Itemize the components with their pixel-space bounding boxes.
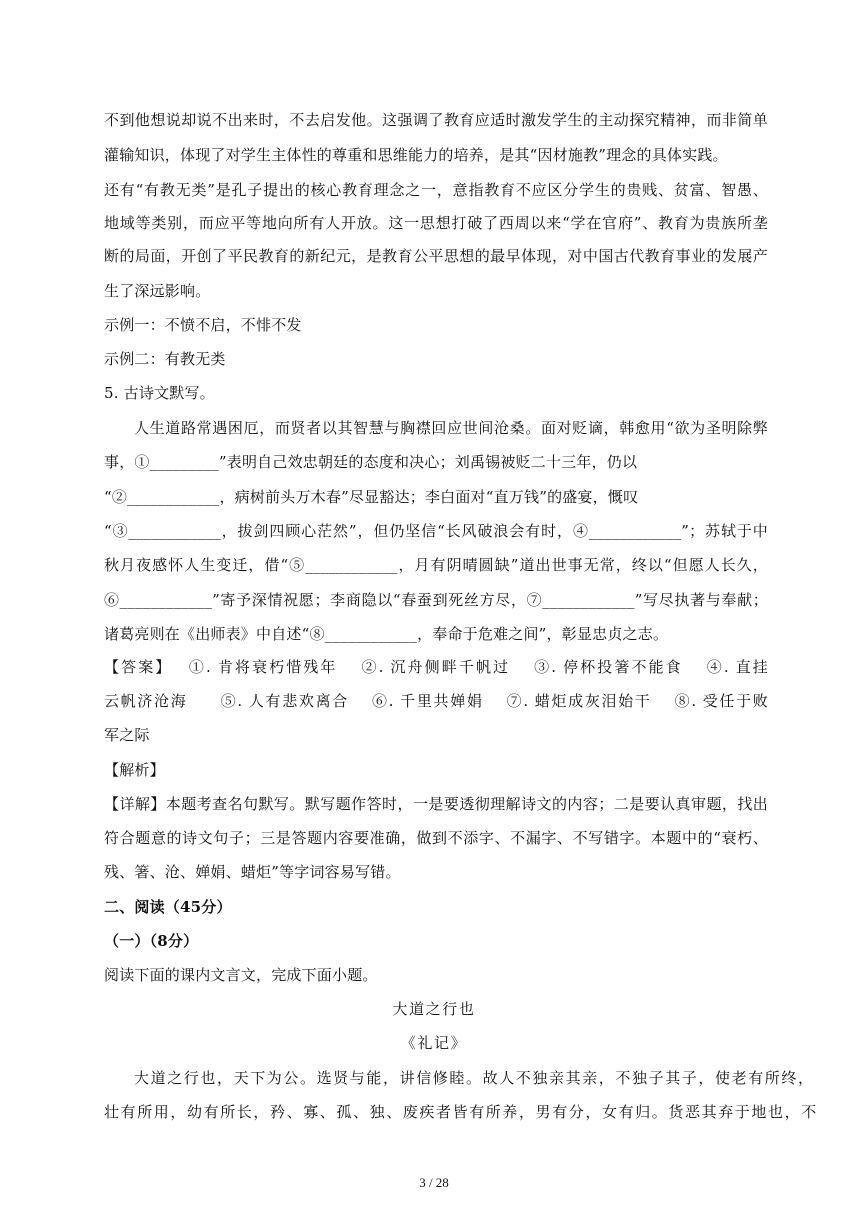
text-line: “②____________，病树前头万木春”尽显豁达；李白面对“直万钱”的盛宴，慨叹 [104, 488, 639, 506]
analysis-label: 【解析】 [104, 761, 165, 779]
section-heading: 二、阅读（45分） [104, 898, 232, 916]
detail-line: 残、箸、沧、婵娟、蜡炬”等字词容易写错。 [104, 863, 401, 881]
answer-line: 【答案】 ①. 肯将衰朽惜残年 ②. 沉舟侧畔千帆过 ③. 停杯投箸不能食 ④. 直挂 [104, 658, 768, 676]
answer-line: 军之际 [104, 726, 150, 744]
text-line: 生了深远影响。 [104, 282, 211, 300]
page-number: 3 / 28 [419, 1175, 449, 1190]
text-line: 不到他想说却说不出来时，不去启发他。这强调了教育应适时激发学生的主动探究精神，而非简单 [104, 111, 768, 129]
text-line: 诸葛亮则在《出师表》中自述“⑧____________，奉命于危难之间”，彰显忠贞之志。 [104, 625, 669, 643]
text-line: 事，①_________”表明自己效忠朝廷的态度和决心；刘禹锡被贬二十三年，仍以 [104, 453, 638, 471]
passage-source: 《礼记》 [400, 1034, 468, 1052]
text-line: 还有“有教无类”是孔子提出的核心教育理念之一，意指教育不应区分学生的贵贱、贫富、智愚、 [104, 181, 768, 199]
passage-line: 壮有所用，幼有所长，矜、寡、孤、独、废疾者皆有所养，男有分，女有归。货恶其弃于地也，不 [104, 1103, 818, 1121]
example-two: 示例二：有教无类 [104, 350, 226, 368]
text-line: 地域等类别，而应平等地向所有人开放。这一思想打破了西周以来“学在官府”、教育为贵族所垄 [104, 214, 768, 232]
detail-line: 符合题意的诗文句子；三是答题内容要准确，做到不添字、不漏字、不写错字。本题中的“衰朽、 [104, 829, 768, 847]
text-line: ⑥____________”寄予深情祝愿；李商隐以“春蚕到死丝方尽，⑦____________”写尽执著与奉献； [104, 591, 768, 609]
text-line: 灌输知识，体现了对学生主体性的尊重和思维能力的培养，是其“因材施教”理念的具体实践。 [104, 146, 728, 164]
passage-title: 大道之行也 [392, 1000, 476, 1018]
passage-line: 大道之行也，天下为公。选贤与能，讲信修睦。故人不独亲其亲，不独子其子，使老有所终， [134, 1069, 815, 1087]
example-one: 示例一：不愤不启，不悱不发 [104, 316, 302, 334]
text-line: “③____________，拔剑四顾心茫然”，但仍坚信“长风破浪会有时，④____________”；苏轼于中 [104, 522, 768, 540]
question-heading: 5. 古诗文默写。 [104, 384, 215, 402]
text-line: 人生道路常遇困厄，而贤者以其智慧与胸襟回应世间沧桑。面对贬谪，韩愈用“欲为圣明除弊 [134, 419, 768, 437]
text-line: 秋月夜感怀人生变迁，借“⑤____________，月有阴晴圆缺”道出世事无常，终以“但愿人长久， [104, 556, 768, 574]
answer-line: 云帆济沧海 ⑤. 人有悲欢离合 ⑥. 千里共婵娟 ⑦. 蜡炬成灰泪始干 ⑧. 受任于败 [104, 692, 768, 710]
subsection-heading: （一）（8分） [104, 932, 199, 950]
instruction-line: 阅读下面的课内文言文，完成下面小题。 [104, 966, 378, 984]
detail-line: 【详解】本题考查名句默写。默写题作答时，一是要透彻理解诗文的内容；二是要认真审题，找出 [104, 795, 768, 813]
text-line: 断的局面，开创了平民教育的新纪元，是教育公平思想的最早体现，对中国古代教育事业的发展产 [104, 247, 768, 265]
